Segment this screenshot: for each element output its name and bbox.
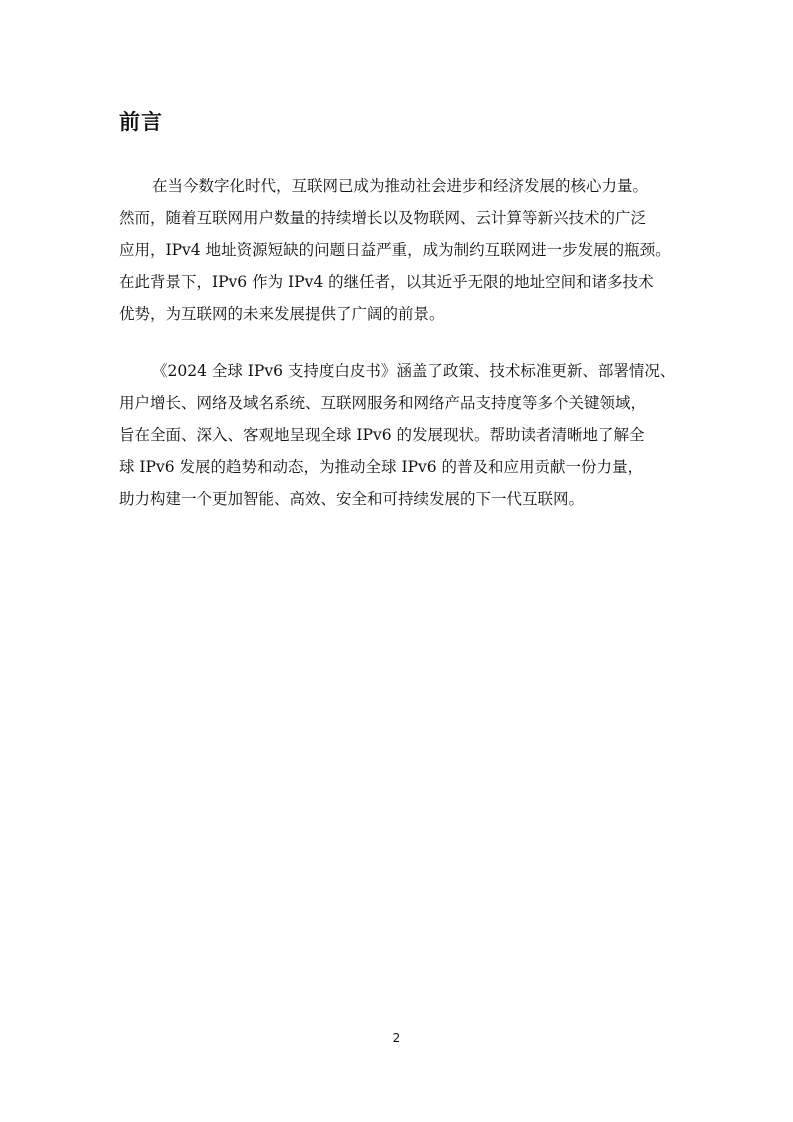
- paragraph-line: 应用，IPv4 地址资源短缺的问题日益严重，成为制约互联网进一步发展的瓶颈。: [119, 241, 671, 259]
- paragraph-whitepaper-scope: [119, 355, 679, 515]
- paragraph-line: 球 IPv6 发展的趋势和动态，为推动全球 IPv6 的普及和应用贡献一份力量，: [119, 458, 644, 476]
- paragraph-line: 旨在全面、深入、客观地呈现全球 IPv6 的发展现状。帮助读者清晰地了解全: [119, 426, 645, 444]
- paragraph-line: 优势，为互联网的未来发展提供了广阔的前景。: [119, 305, 445, 323]
- paragraph-line: 用户增长、网络及域名系统、互联网服务和网络产品支持度等多个关键领域，: [119, 394, 647, 412]
- paragraph-intro: [119, 170, 679, 330]
- paragraph-line: 《2024 全球 IPv6 支持度白皮书》涵盖了政策、技术标准更新、部署情况、: [152, 362, 676, 380]
- paragraph-line: 助力构建一个更加智能、高效、安全和可持续发展的下一代互联网。: [119, 490, 585, 508]
- paragraph-line: 在当今数字化时代，互联网已成为推动社会进步和经济发展的核心力量。: [152, 177, 649, 195]
- page-number: 2: [392, 1031, 401, 1045]
- paragraph-line: 在此背景下，IPv6 作为 IPv4 的继任者，以其近乎无限的地址空间和诸多技术: [119, 273, 654, 291]
- paragraph-line: 然而，随着互联网用户数量的持续增长以及物联网、云计算等新兴技术的广泛: [119, 209, 647, 227]
- page-title: 前言: [119, 110, 163, 134]
